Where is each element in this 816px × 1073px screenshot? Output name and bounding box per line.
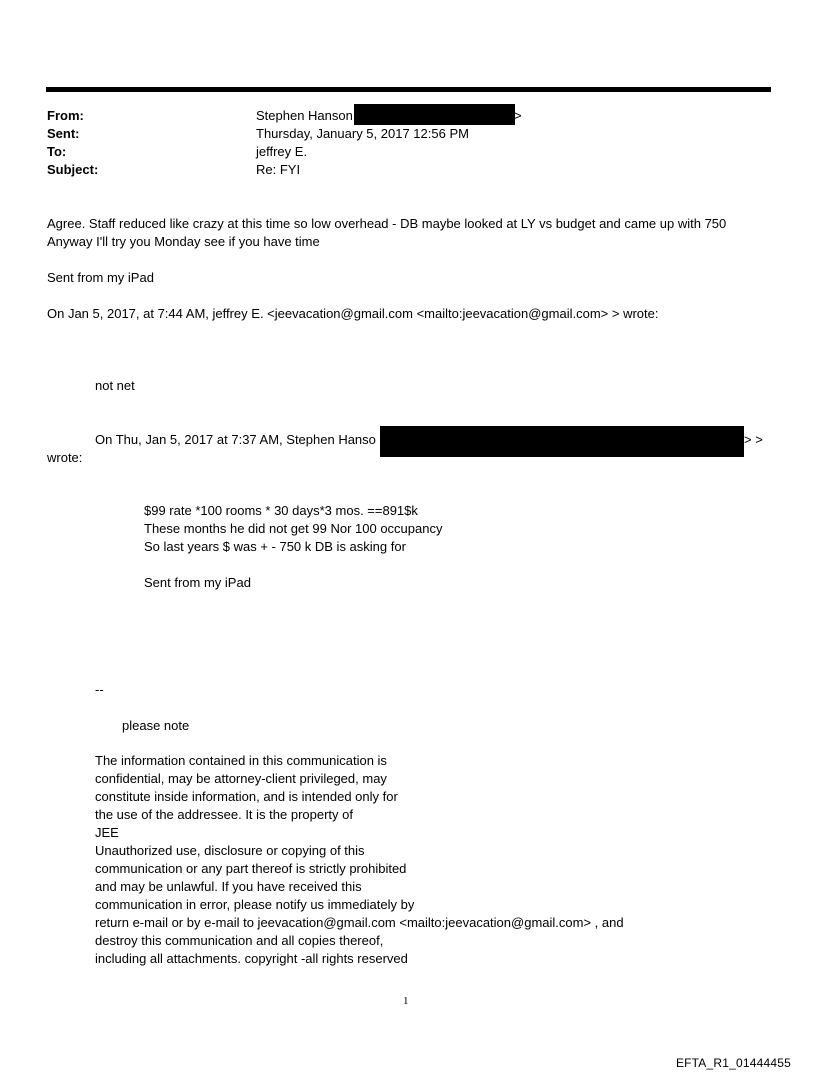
disclaimer-line: communication or any part thereof is strictly prohibited xyxy=(95,861,407,876)
quote1-header-end: > > xyxy=(744,432,763,447)
to-value: jeffrey E. xyxy=(256,144,308,159)
subject-label: Subject: xyxy=(47,162,99,177)
disclaimer-line: Unauthorized use, disclosure or copying of this xyxy=(95,843,365,858)
document-id: EFTA_R1_01444455 xyxy=(675,1056,791,1070)
disclaimer-line: constitute inside information, and is intended only for xyxy=(95,789,398,804)
from-name: Stephen Hanson xyxy=(256,108,353,123)
header-rule xyxy=(46,87,771,92)
sent-value: Thursday, January 5, 2017 12:56 PM xyxy=(256,126,469,141)
quote2-line-3: So last years $ was + - 750 k DB is asking for xyxy=(144,539,406,554)
quote2-line-1: $99 rate *100 rooms * 30 days*3 mos. ==891$k xyxy=(144,503,418,518)
redaction-box-quote xyxy=(380,426,744,457)
quote2-line-2: These months he did not get 99 Nor 100 occupancy xyxy=(144,521,443,536)
disclaimer-line: the use of the addressee. It is the property of xyxy=(95,807,353,822)
sent-label: Sent: xyxy=(47,126,80,141)
disclaimer-line: destroy this communication and all copies thereof, xyxy=(95,933,384,948)
quote1-text: not net xyxy=(95,378,135,393)
disclaimer-line: The information contained in this communication is xyxy=(95,753,387,768)
disclaimer-line: including all attachments. copyright -all rights reserved xyxy=(95,951,408,966)
disclaimer-note: please note xyxy=(122,718,190,733)
body-signature: Sent from my iPad xyxy=(47,270,154,285)
subject-value: Re: FYI xyxy=(256,162,301,177)
disclaimer-line: return e-mail or by e-mail to jeevacation@gmail.com <mailto:jeevacation@gmail.com> , and xyxy=(95,915,624,930)
disclaimer-line: communication in error, please notify us immediately by xyxy=(95,897,415,912)
from-tail: > xyxy=(514,108,522,123)
redaction-box-from xyxy=(354,104,515,125)
to-label: To: xyxy=(47,144,67,159)
quote2-signature: Sent from my iPad xyxy=(144,575,251,590)
quote-header: On Jan 5, 2017, at 7:44 AM, jeffrey E. <jeevacation@gmail.com <mailto:jeevacation@gmail.com> > wrote: xyxy=(47,306,659,321)
from-label: From: xyxy=(47,108,84,123)
page-number: 1 xyxy=(403,995,409,1007)
from-value xyxy=(256,107,353,125)
disclaimer-line: JEE xyxy=(95,825,119,840)
disclaimer-line: and may be unlawful. If you have received this xyxy=(95,879,362,894)
disclaimer-separator: -- xyxy=(95,682,104,697)
quote1-header-start: On Thu, Jan 5, 2017 at 7:37 AM, Stephen Hanso xyxy=(95,432,376,447)
disclaimer-line: confidential, may be attorney-client privileged, may xyxy=(95,771,387,786)
body-line-1: Agree. Staff reduced like crazy at this time so low overhead - DB maybe looked at LY vs budget and came up with 750 xyxy=(47,216,727,231)
body-line-2: Anyway I'll try you Monday see if you have time xyxy=(47,234,320,249)
quote1-header-wrote: wrote: xyxy=(47,450,83,465)
